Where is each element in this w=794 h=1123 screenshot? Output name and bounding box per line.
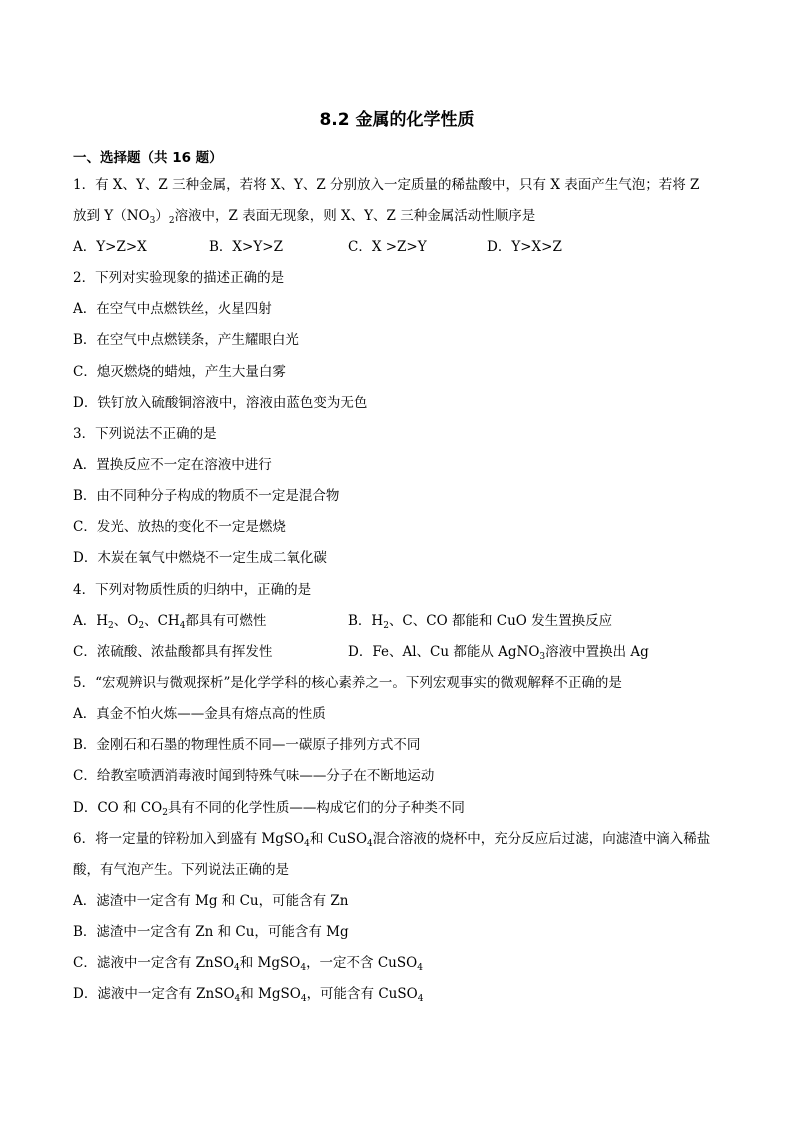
- q1-stem-line1: 1．有 X、Y、Z 三种金属，若将 X、Y、Z 分别放入一定质量的稀盐酸中，只有 X 表面产生气泡；若将 Z: [73, 177, 700, 193]
- q6-stem-line2: 酸，有气泡产生。下列说法正确的是: [73, 862, 289, 878]
- q2-option-d: D．铁钉放入硫酸铜溶液中，溶液由蓝色变为无色: [73, 395, 368, 411]
- q3-stem: 3．下列说法不正确的是: [73, 426, 217, 442]
- q6-option-c: C．滤液中一定含有 ZnSO$_4$和 MgSO$_4$，一定不含 CuSO$_4$: [73, 955, 423, 973]
- q3-option-d: D．木炭在氧气中燃烧不一定生成二氧化碳: [73, 550, 327, 566]
- page-title: 8.2 金属的化学性质: [319, 110, 475, 130]
- q5-stem: 5．“宏观辨识与微观探析”是化学学科的核心素养之一。下列宏观事实的微观解释不正确的是: [73, 675, 622, 691]
- q6-option-a: A．滤渣中一定含有 Mg 和 Cu，可能含有 Zn: [73, 893, 349, 909]
- q4-stem: 4．下列对物质性质的归纳中，正确的是: [73, 582, 312, 598]
- q4-option-b: B．$H_2$、C、CO 都能和 CuO 发生置换反应: [348, 613, 613, 631]
- q6-option-b: B．滤渣中一定含有 Zn 和 Cu，可能含有 Mg: [73, 924, 349, 940]
- q2-stem: 2．下列对实验现象的描述正确的是: [73, 270, 285, 286]
- q4-option-d: D．Fe、Al、Cu 都能从 AgNO$_3$溶液中置换出 Ag: [348, 644, 649, 662]
- q5-option-a: A．真金不怕火炼——金具有熔点高的性质: [73, 706, 326, 722]
- q5-option-d: D．CO 和 $CO_2$具有不同的化学性质——构成它们的分子种类不同: [73, 800, 465, 818]
- q5-option-b: B．金刚石和石墨的物理性质不同—一碳原子排列方式不同: [73, 737, 421, 753]
- q4-option-c: C．浓硫酸、浓盐酸都具有挥发性: [73, 644, 273, 660]
- q1-option-d: D．Y>X>Z: [487, 239, 562, 255]
- q1-option-c: C．X >Z>Y: [348, 239, 427, 255]
- q2-option-b: B．在空气中点燃镁条，产生耀眼白光: [73, 332, 299, 348]
- q6-option-d: D．滤液中一定含有 ZnSO$_4$和 MgSO$_4$，可能含有 CuSO$_4$: [73, 986, 424, 1004]
- q1-option-b: B．X>Y>Z: [209, 239, 283, 255]
- q5-option-c: C．给教室喷洒消毒液时闻到特殊气味——分子在不断地运动: [73, 768, 435, 784]
- q3-option-c: C．发光、放热的变化不一定是燃烧: [73, 519, 286, 535]
- q4-option-a: A．$H_2$、$O_2$、$CH_4$都具有可燃性: [73, 613, 267, 631]
- q3-option-a: A．置换反应不一定在溶液中进行: [73, 457, 272, 473]
- q1-option-a: A．Y>Z>X: [73, 239, 147, 255]
- q6-stem-line1: 6．将一定量的锌粉加入到盛有 MgSO$_4$和 CuSO$_4$混合溶液的烧杯中，充分反应后过滤，向滤渣中滴入稀盐: [73, 831, 711, 849]
- q3-option-b: B．由不同种分子构成的物质不一定是混合物: [73, 488, 340, 504]
- q2-option-c: C．熄灭燃烧的蜡烛，产生大量白雾: [73, 364, 286, 380]
- q2-option-a: A．在空气中点燃铁丝，火星四射: [73, 301, 272, 317]
- q1-stem-line2: 放到 $Y(NO_3)_2$溶液中，Z 表面无现象，则 X、Y、Z 三种金属活动性顺序是: [73, 208, 536, 226]
- section-heading: 一、选择题（共 16 题）: [73, 150, 223, 166]
